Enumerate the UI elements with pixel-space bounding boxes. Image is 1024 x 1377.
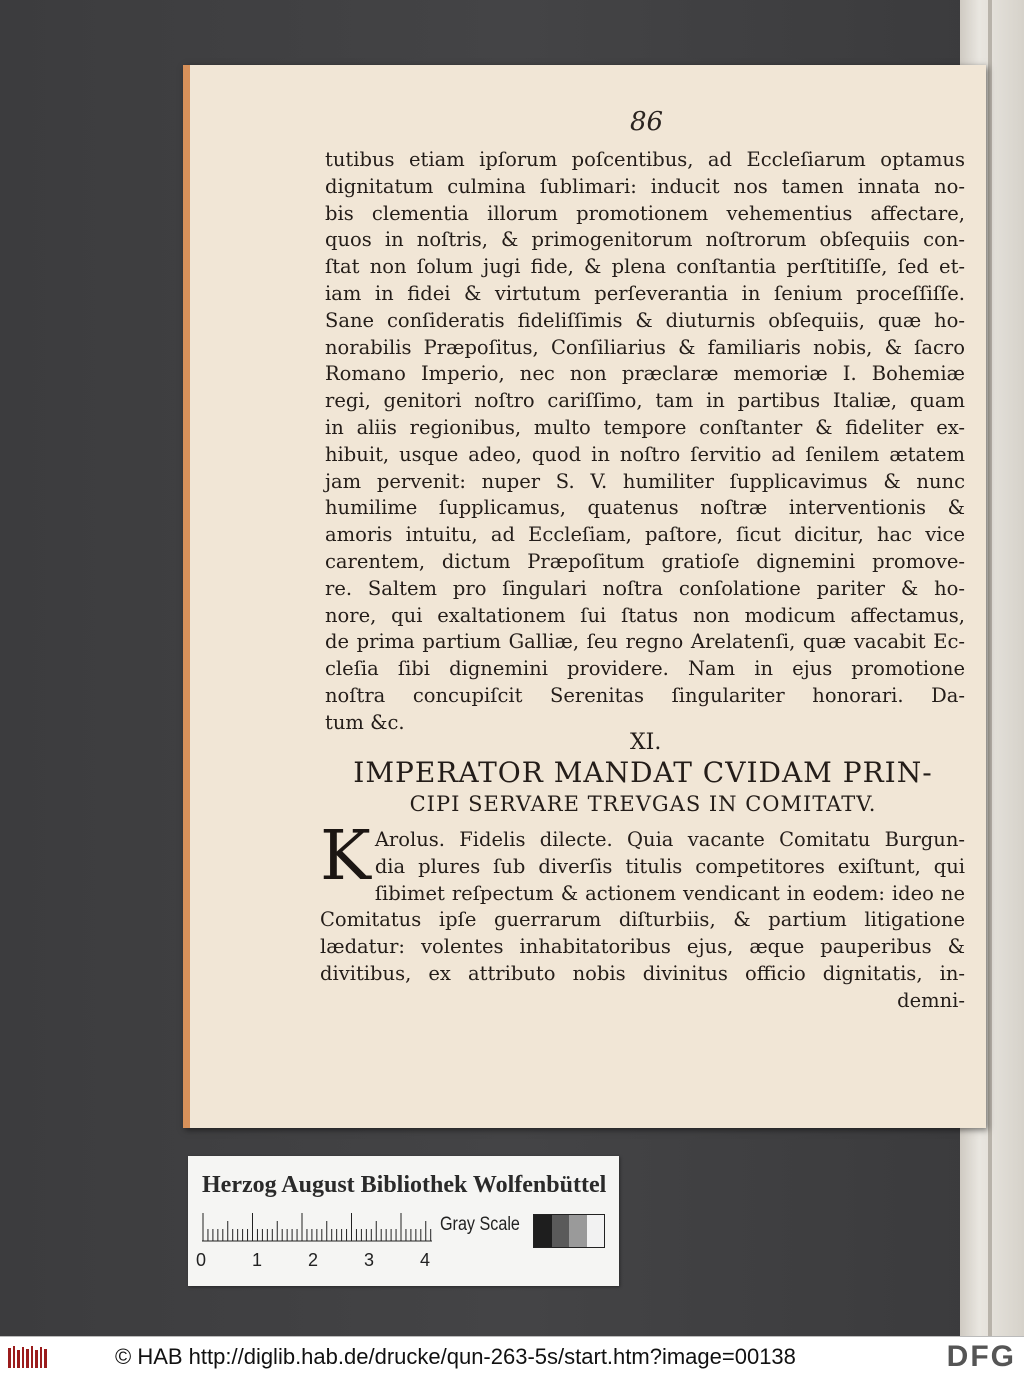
section-heading (323, 757, 963, 819)
body-line: jam pervenit: nuper S. V. humiliter ſupplicavimus & nunc (325, 469, 965, 493)
gray-swatch (569, 1215, 587, 1247)
letter-line: demni- (897, 988, 965, 1012)
body-line: amoris intuitu, ad Eccleſiam, paſtore, ſicut dicitur, hac vice (325, 523, 965, 547)
body-line: nore, qui exaltationem ſui ſtatus non modicum affectamus, (325, 603, 965, 627)
ruler-number: 1 (252, 1250, 263, 1270)
heading-line-1: IMPERATOR MANDAT CVIDAM PRIN- (353, 756, 933, 789)
book-page (183, 65, 986, 1128)
letter-line: ſibimet reſpectum & actionem vendicant in eodem: ideo ne (374, 881, 965, 905)
library-name: Herzog August Bibliothek Wolfenbüttel (202, 1172, 607, 1198)
body-line: hibuit, usque adeo, quod in noſtro ſervitio ad ſenilem ætatem (325, 442, 965, 466)
body-line: noſtra concupiſcit Serenitas ſingulariter honorari. Da- (325, 683, 965, 707)
letter-line: divitibus, ex attributo nobis divinitus officio dignitatis, in- (320, 961, 965, 985)
ruler-number: 3 (364, 1250, 375, 1270)
body-line: iam in fidei & virtutum perſeverantia in ſenium proceſſiſſe. (325, 281, 965, 305)
ruler-number: 2 (308, 1250, 319, 1270)
gray-swatch (534, 1215, 552, 1247)
page-number: 86 (630, 107, 664, 137)
body-line: re. Saltem pro ſingulari noſtra conſolatione pariter & ho- (325, 576, 965, 600)
gray-swatch (552, 1215, 570, 1247)
body-line: Romano Imperio, nec non præclaræ memoriæ I. Bohemiæ (325, 362, 965, 386)
body-line: norabilis Præpoſitus, Conſiliarius & familiaris nobis, & ſacro (325, 335, 965, 359)
body-line: dignitatum culmina ſublimari: inducit nos tamen innata no- (325, 174, 965, 198)
section-numeral: XI. (630, 730, 662, 755)
heading-line-2: CIPI SERVARE TREVGAS IN COMITATV. (409, 792, 877, 816)
body-line: in aliis regionibus, multo tempore conſtanter & fideliter ex- (325, 415, 965, 439)
body-line: humilime ſupplicamus, quatenus noſtræ interventionis & (325, 496, 965, 520)
letter-text (320, 817, 965, 1015)
body-text (325, 147, 965, 737)
board-edge (988, 0, 992, 1336)
body-line: de prima partium Galliæ, ſeu regno Arelatenſi, quæ vacabit Ec- (325, 630, 965, 654)
body-line: carentem, dictum Præpoſitum gratioſe dignemini promove- (325, 549, 965, 573)
body-line: tum &c. (325, 710, 405, 734)
body-line: bis clementia illorum promotionem vehementius affectare, (325, 201, 965, 225)
body-line: regi, genitori noſtro cariſſimo, tam in partibus Italiæ, quam (325, 389, 965, 413)
body-line: Sane conſideratis fideliſſimis & diuturnis obſequiis, quæ ho- (325, 308, 965, 332)
body-line: ſtat non ſolum jugi fide, & plena conſtantia perſtitiſſe, ſed et- (325, 255, 965, 279)
letter-line: Comitatus ipſe guerrarum diſturbiis, & partium litigatione (320, 908, 965, 932)
letter-line: dia plures ſub diverſis titulis competitores exiſtunt, qui (374, 854, 965, 878)
dfg-logo: DFG (946, 1340, 1016, 1373)
ruler-number: 4 (420, 1250, 431, 1270)
hab-logo-icon (6, 1344, 50, 1370)
library-label-card (188, 1156, 619, 1286)
letter-line: Arolus. Fidelis dilecte. Quia vacante Comitatu Burgun- (374, 828, 965, 851)
letter-line: lædatur: volentes inhabitatoribus ejus, æque pauperibus & (320, 935, 965, 959)
footer-bar (0, 1336, 1024, 1377)
gray-scale-label: Gray Scale (440, 1214, 520, 1235)
copyright-url[interactable]: © HAB http://diglib.hab.de/drucke/qun-263-5s/start.htm?image=00138 (115, 1344, 796, 1369)
ruler-number: 0 (196, 1250, 207, 1270)
body-line: cleſia ſibi dignemini providere. Nam in ejus promotione (325, 657, 965, 681)
drop-capital: K (320, 817, 371, 896)
gray-swatch (587, 1215, 605, 1247)
body-line: quos in noſtris, & primogenitorum noſtrorum obſequiis con- (325, 228, 965, 252)
ruler-scale (202, 1212, 432, 1242)
gray-scale-swatches (533, 1214, 605, 1248)
ruler-numbers (196, 1250, 436, 1274)
body-line: tutibus etiam ipſorum poſcentibus, ad Eccleſiarum optamus (325, 148, 965, 171)
